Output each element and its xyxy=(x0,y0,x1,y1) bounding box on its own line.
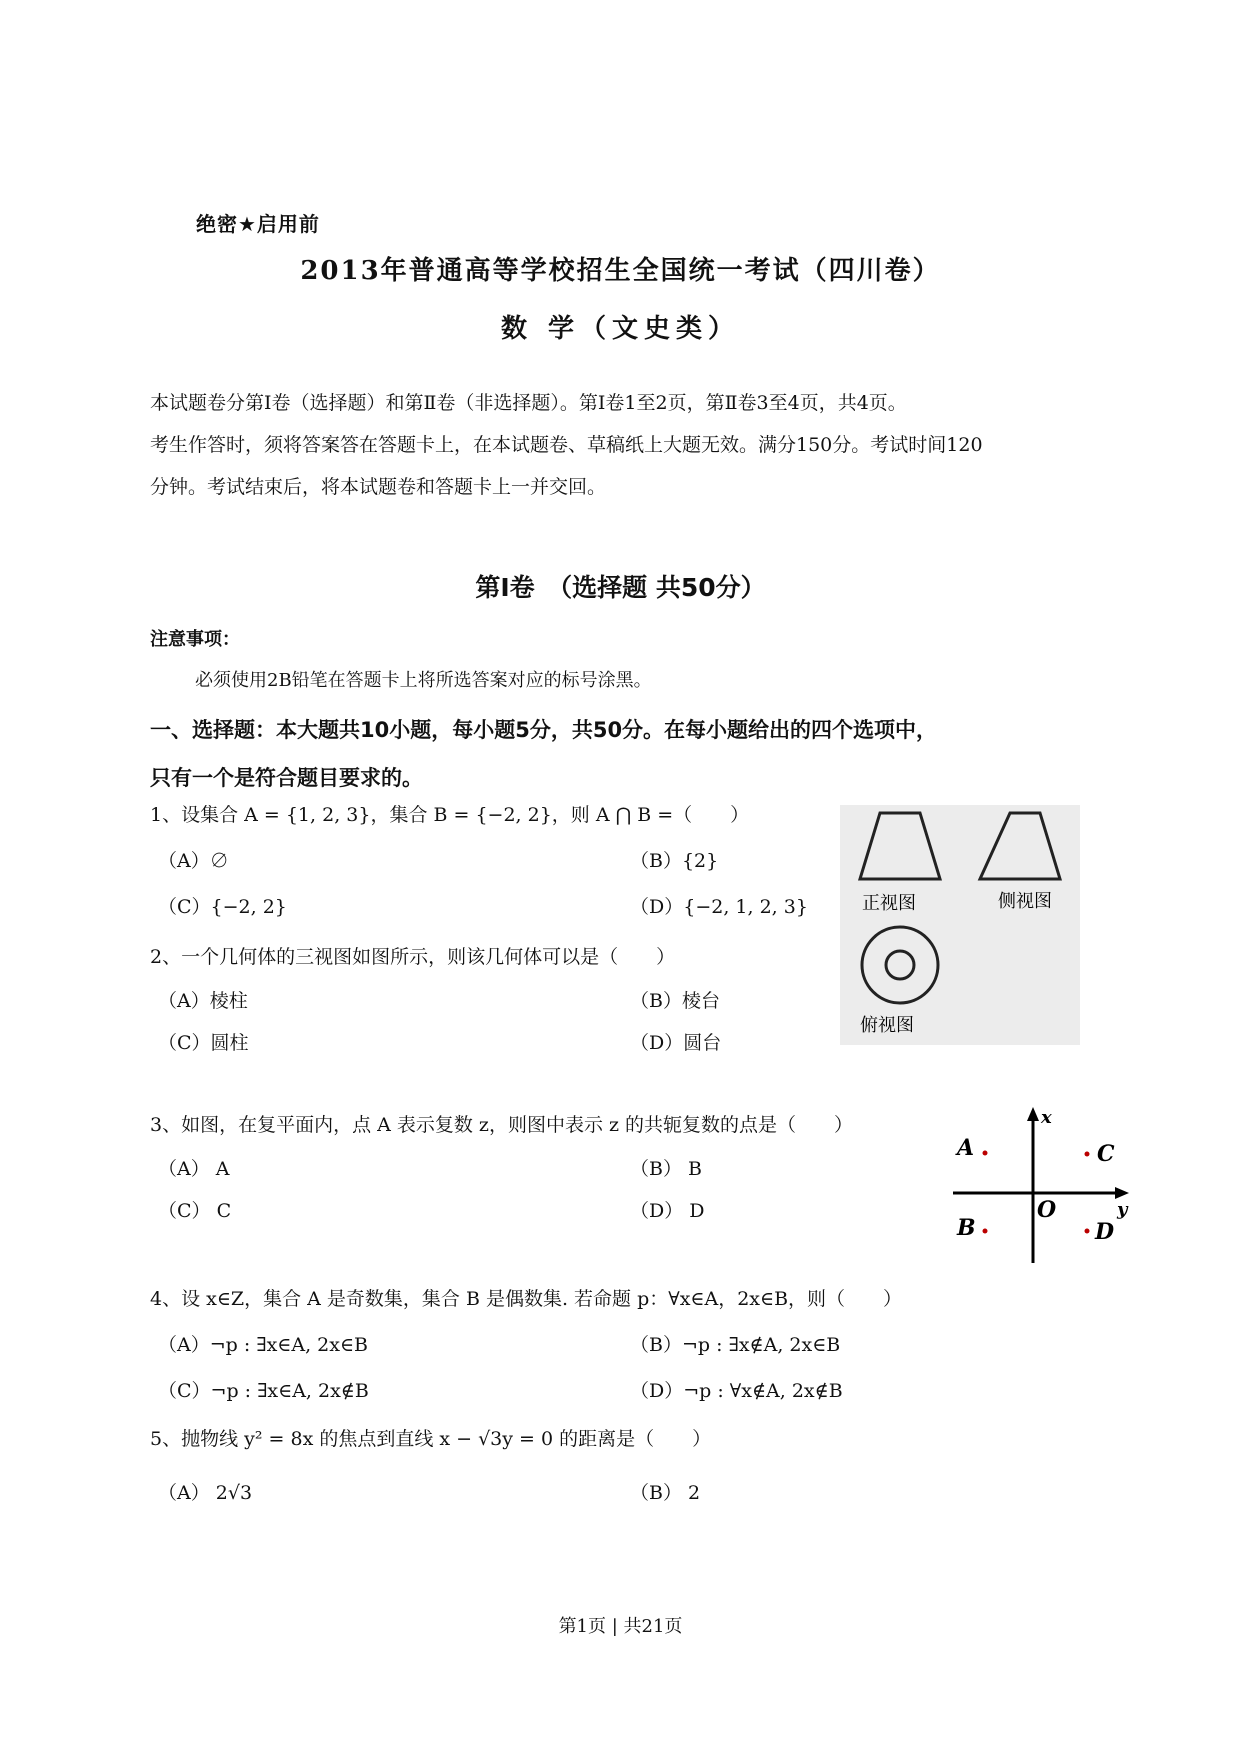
part-heading-line-2: 只有一个是符合题目要求的。 xyxy=(150,766,423,790)
q1-option-b: （B）{2} xyxy=(630,850,719,872)
part-heading-line-1: 一、选择题：本大题共10小题，每小题5分，共50分。在每小题给出的四个选项中， xyxy=(150,718,938,742)
point-c xyxy=(1085,1152,1090,1157)
q1-option-d: （D）{−2, 1, 2, 3} xyxy=(630,896,808,918)
three-view-figure xyxy=(840,805,1080,1045)
q1-stem: 1、设集合 A = {1, 2, 3}，集合 B = {−2, 2}，则 A ⋂ B =（ ） xyxy=(150,804,750,826)
q3-stem: 3、如图，在复平面内，点 A 表示复数 z，则图中表示 z 的共轭复数的点是（ ） xyxy=(150,1114,854,1136)
q4-option-b: （B）¬p : ∃x∉A, 2x∈B xyxy=(630,1334,841,1356)
intro-paragraph xyxy=(150,382,1110,508)
exam-subtitle: 数 学（文史类） xyxy=(500,314,741,344)
point-a-label: A xyxy=(957,1135,975,1161)
top-view-inner-circle xyxy=(886,951,914,979)
q2-option-d: （D）圆台 xyxy=(630,1032,722,1054)
top-view-label: 俯视图 xyxy=(860,1015,914,1036)
point-b-label: B xyxy=(957,1215,976,1241)
top-view-outer-circle xyxy=(862,927,938,1003)
y-axis-label: y xyxy=(1117,1199,1128,1220)
x-axis-arrow xyxy=(1027,1107,1039,1121)
q2-option-a: （A）棱柱 xyxy=(158,990,248,1012)
intro-line-2: 考生作答时，须将答案答在答题卡上，在本试题卷、草稿纸上大题无效。满分150分。考试时间120 xyxy=(150,434,983,456)
x-axis-label: x xyxy=(1041,1107,1052,1128)
q3-option-d: （D） D xyxy=(630,1200,705,1222)
origin-label: O xyxy=(1037,1197,1057,1223)
front-view-trapezoid xyxy=(860,813,940,879)
point-b xyxy=(983,1229,988,1234)
side-view-label: 侧视图 xyxy=(998,891,1052,912)
point-d xyxy=(1085,1229,1090,1234)
three-view-svg xyxy=(840,805,1080,1045)
q4-stem: 4、设 x∈Z，集合 A 是奇数集，集合 B 是偶数集. 若命题 p：∀x∈A，2x∈B，则（ ） xyxy=(150,1288,903,1310)
q2-option-c: （C）圆柱 xyxy=(158,1032,249,1054)
part-heading xyxy=(150,706,1110,802)
front-view-label: 正视图 xyxy=(862,893,916,914)
q1-option-a: （A）∅ xyxy=(158,850,229,872)
complex-plane-figure xyxy=(945,1105,1135,1265)
confidential-mark: 绝密★启用前 xyxy=(196,212,320,236)
q3-option-b: （B） B xyxy=(630,1158,702,1180)
point-c-label: C xyxy=(1097,1141,1115,1167)
notice-body: 必须使用2B铅笔在答题卡上将所选答案对应的标号涂黑。 xyxy=(195,670,652,691)
side-view-trapezoid xyxy=(980,813,1060,879)
page-footer: 第1页 | 共21页 xyxy=(558,1616,683,1637)
q2-stem: 2、一个几何体的三视图如图所示，则该几何体可以是（ ） xyxy=(150,946,676,968)
q5-option-b: （B） 2 xyxy=(630,1482,701,1504)
q3-option-c: （C） C xyxy=(158,1200,232,1222)
q4-option-d: （D）¬p : ∀x∉A, 2x∉B xyxy=(630,1380,843,1402)
intro-line-3: 分钟。考试结束后，将本试题卷和答题卡上一并交回。 xyxy=(150,476,607,498)
q3-option-a: （A） A xyxy=(158,1158,230,1180)
q2-option-b: （B）棱台 xyxy=(630,990,720,1012)
intro-line-1: 本试题卷分第Ⅰ卷（选择题）和第Ⅱ卷（非选择题）。第Ⅰ卷1至2页，第Ⅱ卷3至4页，共4页。 xyxy=(150,392,907,414)
point-a xyxy=(983,1151,988,1156)
y-axis-arrow xyxy=(1115,1187,1129,1199)
q5-option-a: （A） 2√3 xyxy=(158,1482,253,1504)
q4-option-c: （C）¬p : ∃x∈A, 2x∉B xyxy=(158,1380,369,1402)
notice-heading: 注意事项： xyxy=(150,629,240,650)
point-d-label: D xyxy=(1095,1219,1115,1245)
exam-title: 2013年普通高等学校招生全国统一考试（四川卷） xyxy=(300,256,941,286)
q4-option-a: （A）¬p : ∃x∈A, 2x∈B xyxy=(158,1334,369,1356)
q5-stem: 5、抛物线 y² = 8x 的焦点到直线 x − √3y = 0 的距离是（ ） xyxy=(150,1428,712,1450)
q1-option-c: （C）{−2, 2} xyxy=(158,896,287,918)
section-title: 第Ⅰ卷 （选择题 共50分） xyxy=(475,573,766,602)
